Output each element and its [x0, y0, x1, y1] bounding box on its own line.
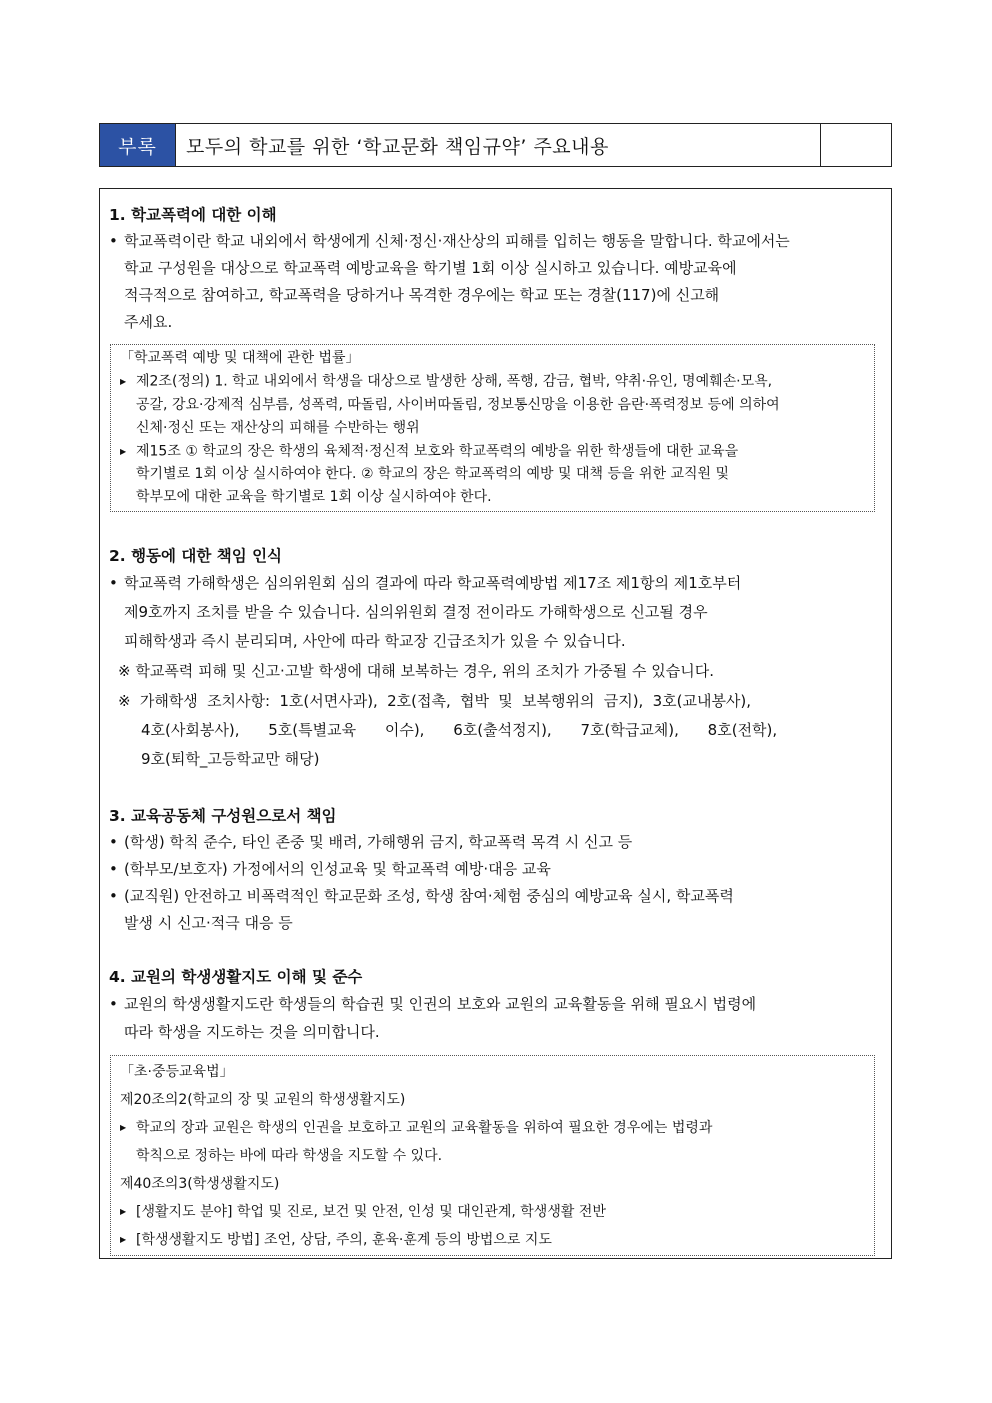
appendix-badge: 부록	[100, 124, 176, 166]
section-4-paragraph: • 교원의 학생생활지도란 학생들의 학습권 및 인권의 보호와 교원의 교육활동을 위해 필요시 법령에 따라 학생을 지도하는 것을 의미합니다.	[109, 990, 885, 1046]
education-act-box: 「초·중등교육법」 제20조의2(학교의 장 및 교원의 학생생활지도) ▶ 학교의 장과 교원은 학생의 인권을 보호하고 교원의 교육활동을 위하여 필요한 경우에는 법령과 학칙으로 정하는 바에 따라 학생을 지도할 수 있다. 제40조의3(학생생활지도) ▶ [생활지도 분야] 학업 및 진로, 보건 및 안전, 인성 및 대인관계, 학생생활 전반 ▶ [학생생활지도 방법] 조언, 상담, 주의, 훈육·훈계 등의 방법으로 지도	[110, 1055, 875, 1256]
appendix-header	[99, 123, 892, 167]
bullet-icon: •	[109, 574, 118, 592]
bullet-icon: •	[109, 860, 118, 878]
header-end-cell	[820, 124, 891, 166]
section-1-paragraph: • 학교폭력이란 학교 내외에서 학생에게 신체·정신·재산상의 피해를 입히는 행동을 말합니다. 학교에서는 학교 구성원을 대상으로 학교폭력 예방교육을 학기별 1회 이상 실시하고 있습니다. 예방교육에 적극적으로 참여하고, 학교폭력을 당하거나 목격한 경우에는 학교 또는 경찰(117)에 신고해 주세요.	[109, 228, 885, 336]
content-box	[99, 188, 892, 1259]
appendix-title: 모두의 학교를 위한 ‘학교문화 책임규약’ 주요내용	[186, 135, 609, 158]
law-title: 「학교폭력 예방 및 대책에 관한 법률」	[120, 350, 360, 366]
school-violence-law-box: 「학교폭력 예방 및 대책에 관한 법률」 ▶ 제2조(정의) 1. 학교 내외에서 학생을 대상으로 발생한 상해, 폭행, 감금, 협박, 약취·유인, 명예훼손·모욕, 공갈, 강요·강제적 심부름, 성폭력, 따돌림, 사이버따돌림, 정보통신망을 이용한 음란·폭력정보 등에 의하여 신체·정신 또는 재산상의 피해를 수반하는 행위 ▶ 제15조 ① 학교의 장은 학생의 육체적·정신적 보호와 학교폭력의 예방을 위한 학생들에 대한 교육을 학기별로 1회 이상 실시하여야 한다. ② 학교의 장은 학교폭력의 예방 및 대책 등을 위한 교직원 및 학부모에 대한 교육을 학기별로 1회 이상 실시하여야 한다.	[110, 344, 875, 512]
list-item: • (교직원) 안전하고 비폭력적인 학교문화 조성, 학생 참여·체험 중심의 예방교육 실시, 학교폭력	[109, 883, 885, 910]
section-4-title: 4. 교원의 학생생활지도 이해 및 준수	[109, 968, 363, 986]
section-2-note-measures: ※ 가해학생 조치사항: 1호(서면사과), 2호(접촉, 협박 및 보복행위의 금지), 3호(교내봉사), 4호(사회봉사), 5호(특별교육 이수), 6호(출석정지), 7호(학급교체), 8호(전학), 9호(퇴학_고등학교만 해당)	[118, 692, 778, 768]
section-2-note-retaliation: ※ 학교폭력 피해 및 신고·고발 학생에 대해 보복하는 경우, 위의 조치가 가중될 수 있습니다.	[118, 662, 715, 680]
triangle-bullet-icon: ▶	[120, 377, 127, 386]
triangle-bullet-icon: ▶	[120, 1235, 127, 1244]
law-title: 「초·중등교육법」	[120, 1064, 234, 1080]
section-3-title: 3. 교육공동체 구성원으로서 책임	[109, 807, 337, 825]
bullet-icon: •	[109, 887, 118, 905]
bullet-icon: •	[109, 833, 118, 851]
bullet-icon: •	[109, 995, 118, 1013]
triangle-bullet-icon: ▶	[120, 1123, 127, 1132]
list-item: • (학생) 학칙 준수, 타인 존중 및 배려, 가해행위 금지, 학교폭력 목격 시 신고 등	[109, 829, 885, 856]
section-1-title: 1. 학교폭력에 대한 이해	[109, 206, 277, 224]
section-3-list: • (학생) 학칙 준수, 타인 존중 및 배려, 가해행위 금지, 학교폭력 목격 시 신고 등 • (학부모/보호자) 가정에서의 인성교육 및 학교폭력 예방·대응 교육 • (교직원) 안전하고 비폭력적인 학교문화 조성, 학생 참여·체험 중심의 예방교육 실시, 학교폭력 발생 시 신고·적극 대응 등	[109, 829, 885, 937]
list-item: • (학부모/보호자) 가정에서의 인성교육 및 학교폭력 예방·대응 교육	[109, 856, 885, 883]
section-2-paragraph: • 학교폭력 가해학생은 심의위원회 심의 결과에 따라 학교폭력예방법 제17조 제1항의 제1호부터 제9호까지 조치를 받을 수 있습니다. 심의위원회 결정 전이라도 가해학생으로 신고될 경우 피해학생과 즉시 분리되며, 사안에 따라 학교장 긴급조치가 있을 수 있습니다.	[109, 569, 885, 656]
triangle-bullet-icon: ▶	[120, 446, 127, 456]
law-article-40-3: 제40조의3(학생생활지도)	[120, 1176, 280, 1192]
law-article-20-2: 제20조의2(학교의 장 및 교원의 학생생활지도)	[120, 1092, 406, 1108]
bullet-icon: •	[109, 232, 118, 250]
triangle-bullet-icon: ▶	[120, 1207, 127, 1216]
section-2-title: 2. 행동에 대한 책임 인식	[109, 547, 283, 565]
